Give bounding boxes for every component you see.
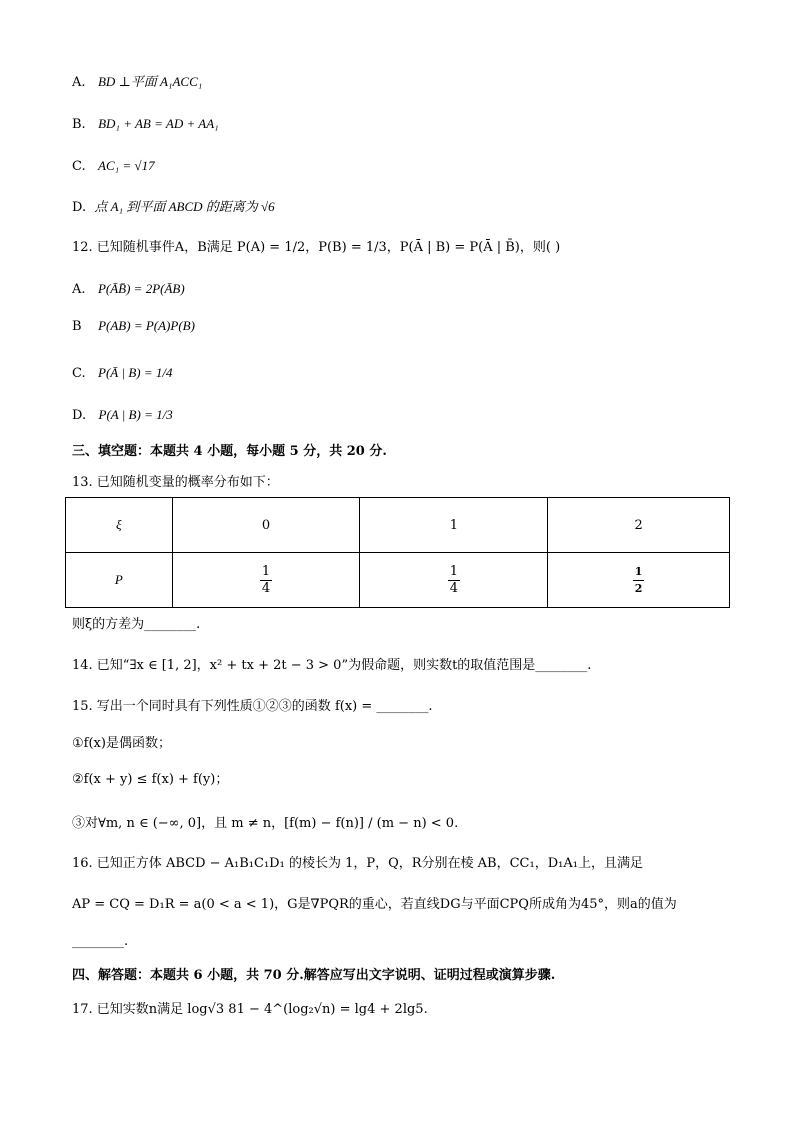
q16-line-1: 16. 已知正方体 ABCD − A₁B₁C₁D₁ 的棱长为 1，P，Q，R分别在棱 AB，CC₁，D₁A₁上，且满足 — [72, 856, 643, 871]
q15-stem: 15. 写出一个同时具有下列性质①②③的函数 f(x) = ________. — [72, 699, 433, 714]
probability-table — [65, 497, 730, 608]
q16-line-3: ________. — [72, 934, 129, 949]
table-cell: 2 — [548, 498, 730, 553]
q12-option-b: B P(AB) = P(A)P(B) — [72, 318, 195, 334]
q17-stem: 17. 已知实数n满足 log√3 81 − 4^(log₂√n) = lg4 + 2lg5. — [72, 1002, 428, 1017]
q13-stem: 13. 已知随机变量的概率分布如下： — [72, 475, 279, 490]
table-cell: 0 — [172, 498, 360, 553]
q16-line-2: AP = CQ = D₁R = a(0 < a < 1)，G是∇PQR的重心，若直线DG与平面CPQ所成角为45°，则a的值为 — [72, 897, 677, 912]
q14-stem: 14. 已知“∃x ∈ [1, 2]，x² + tx + 2t − 3 > 0”为假命题，则实数t的取值范围是________. — [72, 658, 592, 673]
section4-heading: 四、解答题：本题共 6 小题，共 70 分.解答应写出文字说明、证明过程或演算步骤. — [72, 968, 556, 983]
fraction: $\frac{1}{2}$ — [634, 564, 643, 595]
table-cell — [172, 553, 360, 608]
q13-tail: 则ξ的方差为________. — [72, 617, 201, 632]
section3-heading: 三、填空题：本题共 4 小题，每小题 5 分，共 20 分. — [72, 444, 387, 459]
fraction: $\frac{1}{4}$ — [261, 563, 271, 596]
q15-property-3: ③对∀m, n ∈ (−∞, 0]，且 m ≠ n，[f(m) − f(n)] / (m − n) < 0. — [72, 816, 459, 831]
q12-option-c: C. P(Ā | B) = 1/4 — [72, 365, 173, 381]
table-cell — [360, 553, 548, 608]
table-cell: ξ — [66, 498, 173, 553]
table-row — [66, 553, 730, 608]
q11-option-b: B. BD₁ + AB = AD + AA₁ — [72, 116, 219, 132]
q12-option-d: D. P(A | B) = 1/3 — [72, 407, 173, 423]
fraction: $\frac{1}{4}$ — [449, 563, 458, 596]
q12-stem: 12. 已知随机事件A，B满足 P(A) = 1/2，P(B) = 1/3，P(Ā | B) = P(Ā | B̄)，则( ) — [72, 240, 561, 255]
table-cell: 1 — [360, 498, 548, 553]
table-cell — [548, 553, 730, 608]
q15-property-1: ①f(x)是偶函数； — [72, 736, 171, 751]
q11-option-d: D. 点 A₁ 到平面 ABCD 的距离为 √6 — [72, 199, 275, 215]
table-row — [66, 498, 730, 553]
q15-property-2: ②f(x + y) ≤ f(x) + f(y)； — [72, 772, 229, 787]
q11-option-c: C. AC₁ = √17 — [72, 158, 155, 174]
q11-option-a: A. BD ⊥平面 A₁ACC₁ — [72, 74, 203, 90]
table-cell: P — [66, 553, 173, 608]
q12-option-a: A. P(ĀB̄) = 2P(ĀB) — [72, 281, 185, 297]
